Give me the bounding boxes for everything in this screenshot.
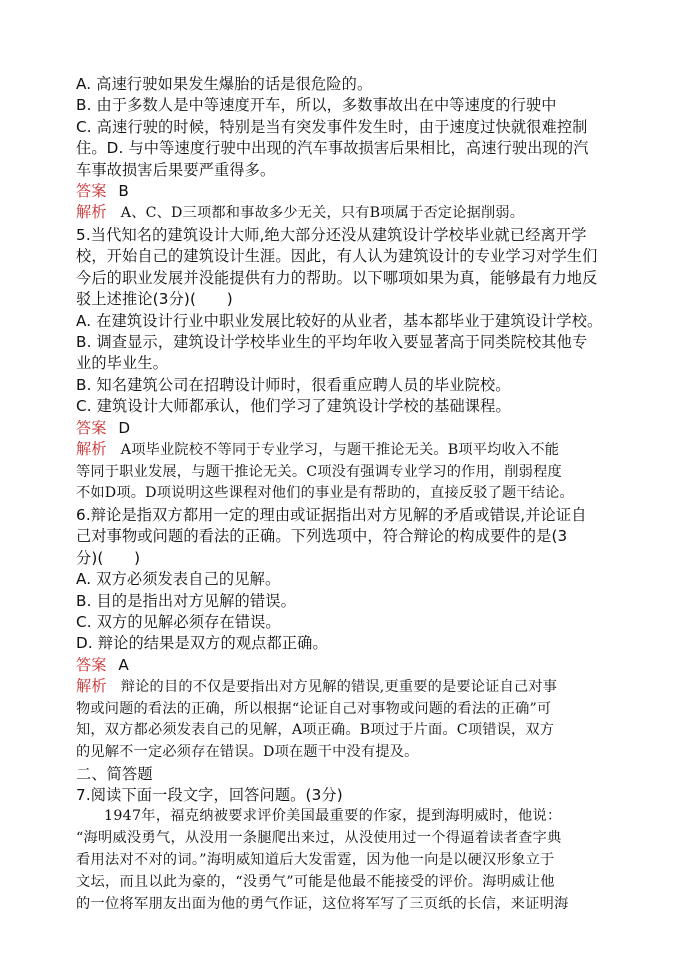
explanation-line: 辩论的目的不仅是要指出对方见解的错误,更重要的是要论证自己对事: [120, 679, 558, 696]
q7-passage: [76, 806, 616, 915]
q6-option: D. 辩论的结果是双方的观点都正确。: [76, 634, 328, 653]
explanation-line: 知，双方都必须发表自己的见解，A项正确。B项过于片面。C项错误，双方: [76, 722, 555, 739]
q6-stem-line: 6.辩论是指双方都用一定的理由或证据指出对方见解的矛盾或错误,并论证自: [76, 505, 587, 524]
explanation-line: 等同于职业发展，与题干推论无关。C项没有强调专业学习的作用，削弱程度: [76, 463, 562, 480]
q5-stem: [76, 225, 616, 311]
q6-option: B. 目的是指出对方见解的错误。: [76, 591, 296, 610]
passage-line: 文坛，而且以此为豪的，“没勇气”可能是他最不能接受的评价。海明威让他: [76, 873, 555, 890]
q6-option: C. 双方的见解必须存在错误。: [76, 612, 281, 631]
explanation-line: 的见解不一定必须存在错误。D项在题干中没有提及。: [76, 743, 419, 760]
q5-explanation: [76, 439, 616, 505]
q4-answer: [76, 181, 616, 202]
q5-option: A. 在建筑设计行业中职业发展比较好的从业者，基本都毕业于建筑设计学校。: [76, 311, 603, 330]
passage-line: 1947年，福克纳被要求评价美国最重要的作家，提到海明威时，他说：: [104, 808, 562, 825]
explanation-label: 解析: [76, 677, 107, 696]
explanation-label: 解析: [76, 203, 107, 222]
q5-option: C. 建筑设计大师都承认，他们学习了建筑设计学校的基础课程。: [76, 397, 511, 416]
q5-options: [76, 311, 616, 418]
section-heading: 二、简答题: [76, 764, 153, 783]
q5-option: 业的毕业生。: [76, 354, 169, 373]
q6-options: [76, 569, 616, 655]
q5-option: B. 知名建筑公司在招聘设计师时，很看重应聘人员的毕业院校。: [76, 375, 511, 394]
explanation-line: A、C、D三项都和事故多少无关，只有B项属于否定论据削弱。: [120, 205, 525, 222]
q7-stem: 7.阅读下面一段文字，回答问题。(3分): [76, 785, 343, 804]
explanation-line: A项毕业院校不等同于专业学习，与题干推论无关。B项平均收入不能: [120, 442, 560, 459]
q6-stem-line: 己对事物或问题的看法的正确。下列选项中，符合辩论的构成要件的是(3: [76, 527, 568, 546]
answer-value: A: [118, 655, 129, 674]
q4-option-c: C. 高速行驶的时候，特别是当有突发事件发生时，由于速度过快就很难控制: [76, 117, 588, 136]
q5-stem-line: 驳上述推论(3分)( ): [76, 290, 233, 309]
q6-stem: [76, 505, 616, 569]
answer-label: 答案: [76, 418, 107, 437]
q5-answer: [76, 418, 616, 439]
q4-option-d-cont: 车事故损害后果要严重得多。: [76, 160, 276, 179]
q5-stem-line: 今后的职业发展并没能提供有力的帮助。以下哪项如果为真，能够最有力地反: [76, 268, 598, 287]
q6-stem-line: 分)( ): [76, 548, 141, 567]
passage-line: “海明威没勇气，从没用一条腿爬出来过，从没使用过一个得逼着读者查字典: [76, 830, 562, 847]
passage-line: 的一位将军朋友出面为他的勇气作证，这位将军写了三页纸的长信，来证明海: [76, 895, 569, 912]
answer-value: B: [118, 182, 129, 201]
document-page: [76, 74, 616, 915]
answer-label: 答案: [76, 655, 107, 674]
q4-option-a: A. 高速行驶如果发生爆胎的话是很危险的。: [76, 75, 373, 93]
q6-answer: [76, 655, 616, 676]
q4-explanation: [76, 202, 616, 225]
explanation-line: 不如D项。D项说明这些课程对他们的事业是有帮助的，直接反驳了题干结论。: [76, 485, 574, 502]
q5-stem-line: 校，开始自己的建筑设计生涯。因此，有人认为建筑设计的专业学习对学生们: [76, 247, 598, 266]
q5-stem-line: 5.当代知名的建筑设计大师,绝大部分还没从建筑设计学校毕业就已经离开学: [76, 226, 587, 245]
explanation-label: 解析: [76, 440, 107, 459]
q4-option-c-cont: 住。D. 与中等速度行驶中出现的汽车事故损害后果相比，高速行驶出现的汽: [76, 139, 589, 158]
q4-options: [76, 74, 616, 181]
q5-option: B. 调查显示，建筑设计学校毕业生的平均年收入要显著高于同类院校其他专: [76, 333, 588, 352]
passage-line: 看用法对不对的词。”海明威知道后大发雷霆，因为他一向是以硬汉形象立于: [76, 851, 555, 868]
q6-option: A. 双方必须发表自己的见解。: [76, 570, 281, 589]
answer-label: 答案: [76, 182, 107, 201]
q6-explanation: [76, 676, 616, 763]
q4-option-b: B. 由于多数人是中等速度开车，所以，多数事故出在中等速度的行驶中: [76, 96, 557, 115]
answer-value: D: [118, 418, 131, 437]
explanation-line: 物或问题的看法的正确，所以根据“论证自己对事物或问题的看法的正确”可: [76, 700, 552, 717]
